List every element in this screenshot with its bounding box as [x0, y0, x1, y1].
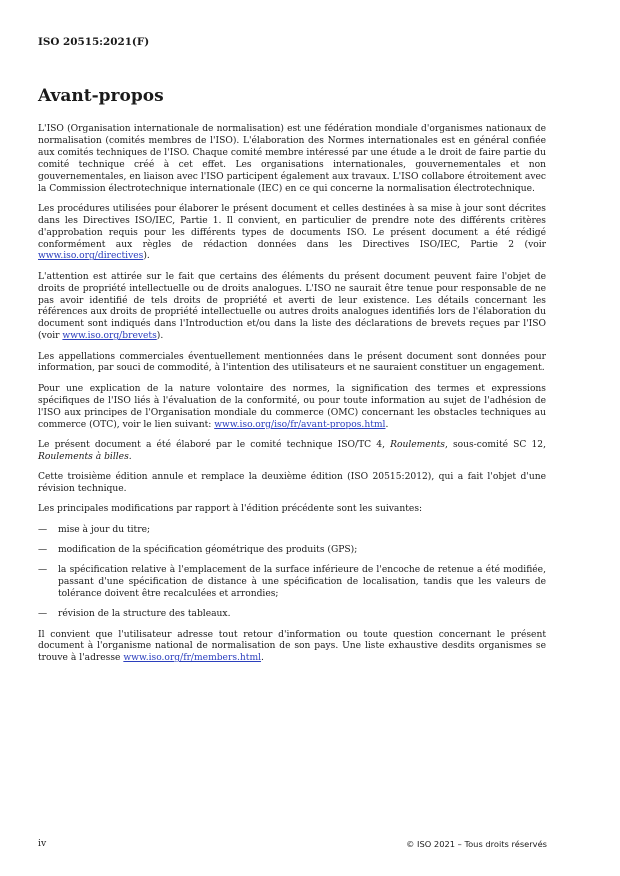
subcommittee-name: Roulements à billes: [38, 451, 129, 462]
paragraph-text: Le présent document a été élaboré par le comité technique ISO/TC 4,: [38, 439, 391, 450]
list-item: [38, 609, 546, 621]
list-dash: —: [38, 524, 48, 535]
list-item-text: la spécification relative à l'emplacement de la surface inférieure de l'encoche de retenue a été modifiée, passant d'une spécification de distance à une spécification de localisation, tandis que les valeurs de tolérance doivent être recalculées et arrondies;: [58, 565, 546, 599]
paragraph-voluntary-nature: [38, 384, 546, 432]
copyright-notice: © ISO 2021 – Tous droits réservés: [406, 839, 547, 849]
list-item: [38, 565, 546, 601]
paragraph-trade-names: Les appellations commerciales éventuellement mentionnées dans le présent document sont données pour information, par souci de commodité, à l'intention des utilisateurs et ne sauraient constituer un engagement.: [38, 351, 546, 374]
link-avant-propos[interactable]: www.iso.org/iso/fr/avant-propos.html: [214, 419, 386, 430]
committee-name: Roulements: [390, 439, 445, 450]
list-dash: —: [38, 565, 48, 576]
foreword-body: [38, 124, 546, 674]
paragraph-feedback: [38, 630, 546, 666]
paragraph-text: Les procédures utilisées pour élaborer le présent document et celles destinées à sa mise à jour sont décrites dans les Directives ISO/IEC, Partie 1. Il convient, en particulier de prendre note des différents critères d'approbation requis pour les différents types de documents ISO. Le présent document a été rédigé conformément aux règles de rédaction données dans les Directives ISO/IEC, Partie 2 (voir: [38, 203, 546, 250]
paragraph-iso-intro: L'ISO (Organisation internationale de normalisation) est une fédération mondiale d'organismes nationaux de normalisation (comités membres de l'ISO). L'élaboration des Normes internationales est en général confiée aux comités techniques de l'ISO. Chaque comité membre intéressé par une étude a le droit de faire partie du comité technique créé à cet effet. Les organisations internationales, gouvernementales et non gouvernementales, en liaison avec l'ISO participent également aux travaux. L'ISO collabore étroitement avec la Commission électrotechnique internationale (IEC) en ce qui concerne la normalisation électrotechnique.: [38, 124, 546, 194]
list-item-text: modification de la spécification géométrique des produits (GPS);: [58, 544, 358, 555]
page-title: Avant-propos: [38, 86, 164, 106]
page-number: iv: [38, 838, 47, 849]
paragraph-text: ).: [156, 331, 164, 342]
list-item: [38, 545, 546, 557]
list-dash: —: [38, 609, 48, 620]
paragraph-text: .: [128, 451, 132, 462]
list-dash: —: [38, 544, 48, 555]
paragraph-text: , sous-comité SC 12,: [444, 439, 546, 450]
list-item-text: révision de la structure des tableaux.: [58, 609, 231, 620]
paragraph-text: .: [385, 419, 389, 430]
list-item: [38, 525, 546, 537]
link-brevets[interactable]: www.iso.org/brevets: [62, 331, 157, 342]
link-members[interactable]: www.iso.org/fr/members.html: [123, 653, 262, 664]
paragraph-edition: Cette troisième édition annule et remplace la deuxième édition (ISO 20515:2012), qui a fait l'objet d'une révision technique.: [38, 472, 546, 494]
document-id-header: ISO 20515:2021(F): [38, 36, 150, 48]
paragraph-text: .: [261, 653, 264, 664]
paragraph-text: ).: [143, 251, 150, 262]
paragraph-committee: [38, 440, 546, 464]
link-directives[interactable]: www.iso.org/directives: [38, 251, 144, 262]
paragraph-text: Il convient que l'utilisateur adresse tout retour d'information ou toute question concernant le présent document à l'organisme national de normalisation de son pays. Une liste exhaustive desdits organismes se trouve à l'adresse: [38, 629, 546, 664]
paragraph-changes-intro: Les principales modifications par rapport à l'édition précédente sont les suivantes:: [38, 504, 423, 515]
paragraph-patents: [38, 272, 546, 343]
paragraph-procedures: [38, 204, 546, 264]
list-item-text: mise à jour du titre;: [58, 524, 151, 535]
paragraph-text: L'attention est attirée sur le fait que certains des éléments du présent document peuvent faire l'objet de droits de propriété intellectuelle ou de droits analogues. L'ISO ne saurait être tenue pour responsable de ne pas avoir identifié de tels droits de propriété et averti de leur existence. Les détails concernant les références aux droits de propriété intellectuelle ou autres droits analogues identifiés lors de l'élaboration du document sont indiqués dans l'Introduction et/ou dans la liste des déclarations de brevets reçues par l'ISO (voir: [38, 271, 546, 342]
paragraph-text: Pour une explication de la nature volontaire des normes, la signification des termes et expressions spécifiques de l'ISO liés à l'évaluation de la conformité, ou pour toute information au sujet de l'adhésion de l'ISO aux principes de l'Organisation mondiale du commerce (OMC) concernant les obstacles techniques au commerce (OTC), voir le lien suivant:: [38, 383, 546, 430]
